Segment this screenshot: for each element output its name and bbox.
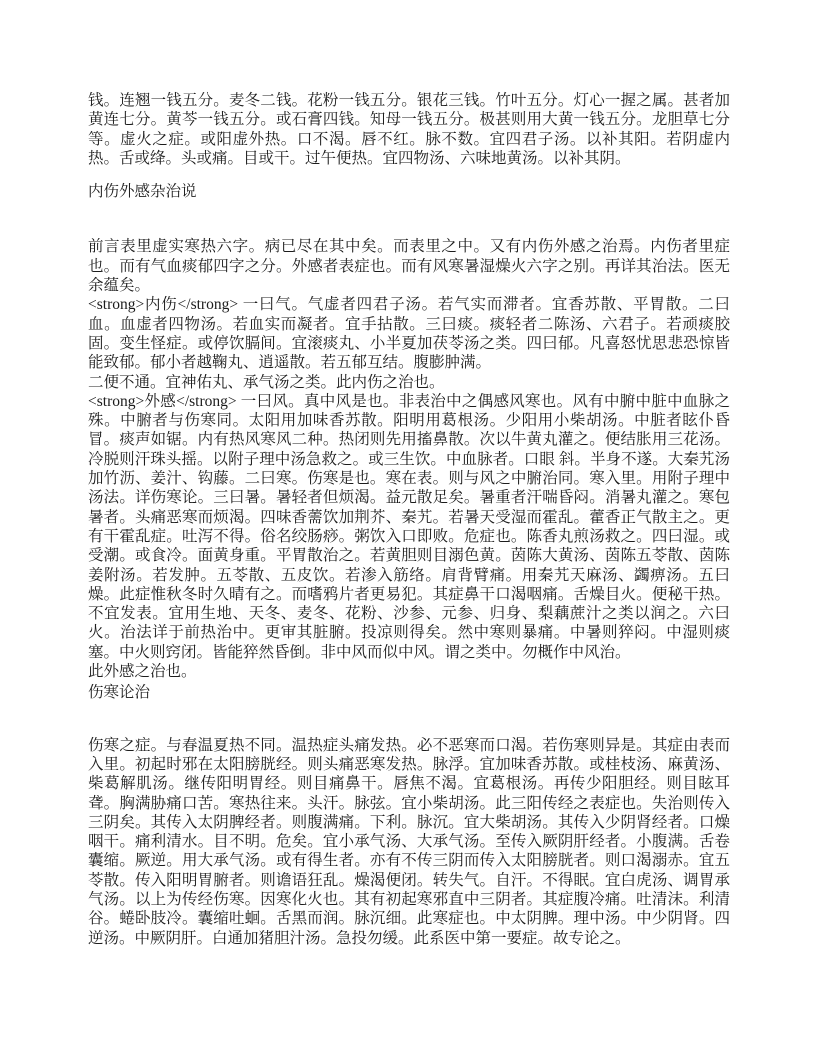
waigan-closing-line: 此外感之治也。 bbox=[88, 663, 197, 681]
intro-paragraph: 前言表里虚实寒热六字。病已尽在其中矣。而表里之中。又有内伤外感之治焉。内伤者里症也。而有气血痰郁四字之分。外感者表症也。而有风寒暑湿燥火六字之别。再详其治法。医无余蕴矣。 bbox=[88, 238, 730, 295]
section-heading-shanghan: 伤寒论治 bbox=[88, 684, 151, 702]
section-heading-neishang-waigan: 内伤外感杂治说 bbox=[88, 183, 197, 201]
waigan-paragraph: <strong>外感</strong> 一曰风。真中风是也。非表治中之偶感风寒也。风有中腑中脏中血脉之殊。中腑者与伤寒同。太阳用加味香苏散。阳明用葛根汤。少阳用小柴胡汤。中脏者眩仆昏冒。痰声如锯。内有热风寒风二种。热闭则先用搐鼻散。次以牛黄丸灌之。便结胀用三花汤。冷脱则汗珠头摇。以附子理中汤急救之。或三生饮。中血脉者。口眼 斜。半身不遂。大秦艽汤加竹沥、姜汁、钩藤。二曰寒。伤寒是也。寒在表。则与风之中腑治同。寒入里。用附子理中汤法。详伤寒论。三曰暑。暑轻者但烦渴。益元散足矣。暑重者汗喘昏闷。消暑丸灌之。寒包暑者。头痛恶寒而烦渴。四味香薷饮加荆芥、秦艽。若暑天受湿而霍乱。藿香正气散主之。更有干霍乱症。吐泻不得。俗名绞肠痧。粥饮入口即败。危症也。陈香丸煎汤救之。四曰湿。或受潮。或食冷。面黄身重。平胃散治之。若黄胆则目溺色黄。茵陈大黄汤、茵陈五苓散、茵陈姜附汤。若发肿。五苓散、五皮饮。若渗入筋络。肩背臂痛。用秦艽天麻汤、蠲痹汤。五曰燥。此症惟秋冬时久晴有之。而嗜鸦片者更易犯。其症鼻干口渴咽痛。舌燥目火。便秘干热。不宜发表。宜用生地、天冬、麦冬、花粉、沙参、元参、归身、梨藕蔗汁之类以润之。六曰火。治法详于前热治中。更审其脏腑。投凉则得矣。然中寒则暴痛。中暑则猝闷。中湿则痰塞。中火则窍闭。皆能猝然昏倒。非中风而似中风。谓之类中。勿概作中风治。 bbox=[88, 392, 730, 661]
neishang-closing-line: 二便不通。宜神佑丸、承气汤之类。此内伤之治也。 bbox=[88, 373, 445, 391]
continuation-paragraph-herb-doses: 钱。连翘一钱五分。麦冬二钱。花粉一钱五分。银花三钱。竹叶五分。灯心一握之属。甚者加黄连七分。黄芩一钱五分。或石膏四钱。知母一钱五分。极甚则用大黄一钱五分。龙胆草七分等。虚火之症。或阳虚外热。口不渴。唇不红。脉不数。宜四君子汤。以补其阳。若阴虚内热。舌或绛。头或痛。目或干。过午便热。宜四物汤、六味地黄汤。以补其阴。 bbox=[88, 92, 730, 167]
shanghan-paragraph: 伤寒之症。与春温夏热不同。温热症头痛发热。必不恶寒而口渴。若伤寒则异是。其症由表而入里。初起时邪在太阳膀胱经。则头痛恶寒发热。脉浮。宜加味香苏散。或桂枝汤、麻黄汤、柴葛解肌汤。继传阳明胃经。则目痛鼻干。唇焦不渴。宜葛根汤。再传少阳胆经。则目眩耳聋。胸满胁痛口苦。寒热往来。头汗。脉弦。宜小柴胡汤。此三阳传经之表症也。失治则传入三阴矣。其传入太阴脾经者。则腹满痛。下利。脉沉。宜大柴胡汤。其传入少阴肾经者。口燥咽干。痛利清水。目不明。危矣。宜小承气汤、大承气汤。至传入厥阴肝经者。小腹满。舌卷囊缩。厥逆。用大承气汤。或有得生者。亦有不传三阴而传入太阳膀胱者。则口渴溺赤。宜五苓散。传入阳明胃腑者。则谵语狂乱。燥渴便闭。转失气。自汗。不得眠。宜白虎汤、调胃承气汤。以上为传经伤寒。因寒化火也。其有初起寒邪直中三阴者。其症腹冷痛。吐清沫。利清谷。蜷卧肢冷。囊缩吐蛔。舌黑而润。脉沉细。此寒症也。中太阴脾。理中汤。中少阴肾。四逆汤。中厥阴肝。白通加猪胆汁汤。急投勿缓。此系医中第一要症。故专论之。 bbox=[88, 736, 730, 947]
neishang-paragraph: <strong>内伤</strong> 一曰气。气虚者四君子汤。若气实而滞者。宜香苏散、平胃散。二曰血。血虚者四物汤。若血实而凝者。宜手拈散。三曰痰。痰轻者二陈汤、六君子。若顽痰胶固。变生怪症。或停饮膈间。宜滚痰丸、小半夏加茯苓汤之类。四曰郁。凡喜怒忧思悲恐惊皆能致郁。郁小者越鞠丸、逍遥散。若五郁互结。腹膨肿满。 bbox=[88, 296, 730, 372]
